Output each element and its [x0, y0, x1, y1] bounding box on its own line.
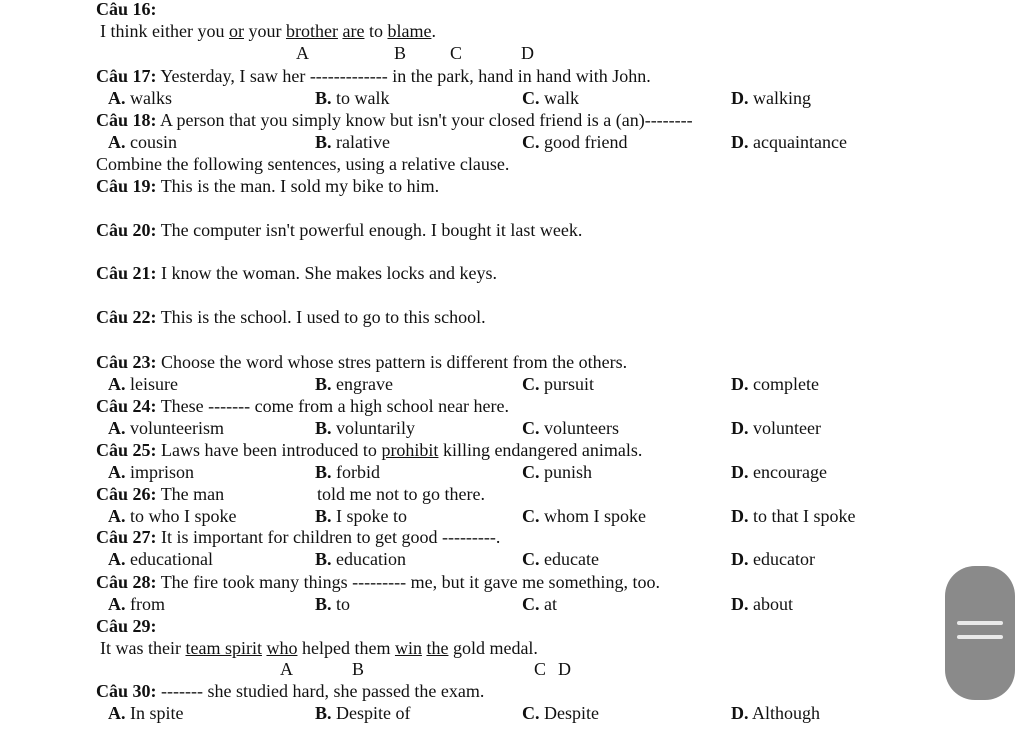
option-text: education	[331, 549, 406, 569]
option-c	[522, 702, 599, 724]
option-d	[731, 548, 815, 570]
question-20	[96, 219, 582, 241]
option-c	[522, 505, 646, 527]
sentence-text: .	[431, 21, 436, 41]
option-letter: B.	[315, 506, 332, 526]
marker-d: D	[521, 43, 534, 63]
option-letter: B.	[315, 462, 332, 482]
question-30	[96, 680, 484, 702]
option-letter: B.	[315, 549, 332, 569]
option-letter: A.	[108, 703, 126, 723]
question-22	[96, 306, 486, 328]
option-text: whom I spoke	[539, 506, 646, 526]
option-text: to who I spoke	[125, 506, 237, 526]
option-text: educational	[125, 549, 213, 569]
option-letter: D.	[731, 374, 749, 394]
question-27	[96, 526, 500, 548]
option-text: complete	[748, 374, 819, 394]
option-letter: D.	[731, 462, 749, 482]
question-label: Câu 26:	[96, 484, 157, 504]
option-letter: C.	[522, 132, 540, 152]
option-text: educator	[748, 549, 815, 569]
option-text: educate	[539, 549, 599, 569]
option-letter: C.	[522, 703, 540, 723]
question-label: Câu 21:	[96, 263, 157, 283]
option-text: volunteers	[539, 418, 619, 438]
question-label: Câu 28:	[96, 572, 157, 592]
option-letter: A.	[108, 549, 126, 569]
option-text: encourage	[748, 462, 827, 482]
option-text: to that I spoke	[748, 506, 856, 526]
option-letter: B.	[315, 594, 332, 614]
sentence-text: gold medal.	[448, 638, 538, 658]
option-letter: B.	[315, 132, 332, 152]
option-text: to	[331, 594, 351, 614]
option-b	[315, 702, 411, 724]
question-29-label: Câu 29:	[96, 616, 157, 636]
question-text: It is important for children to get good ---------.	[156, 527, 501, 547]
option-b	[315, 417, 415, 439]
marker-a: A	[296, 43, 309, 63]
underlined-a: team spirit	[185, 638, 262, 658]
marker-a: A	[280, 659, 293, 679]
question-23	[96, 351, 627, 373]
question-label: Câu 20:	[96, 220, 157, 240]
question-text: This is the man. I sold my bike to him.	[156, 176, 440, 196]
option-text: walk	[539, 88, 579, 108]
option-c	[522, 131, 627, 153]
question-text: The fire took many things --------- me, but it gave me something, too.	[156, 572, 661, 592]
option-text: walks	[125, 88, 172, 108]
option-letter: A.	[108, 462, 126, 482]
underlined-b: brother	[285, 21, 338, 41]
question-26	[96, 483, 224, 505]
marker-b: B	[352, 659, 365, 679]
underlined-c: win	[394, 638, 422, 658]
question-label: Câu 23:	[96, 352, 157, 372]
option-d	[731, 702, 820, 724]
option-letter: A.	[108, 506, 126, 526]
question-text: ------- she studied hard, she passed the exam.	[156, 681, 485, 701]
option-letter: D.	[731, 132, 749, 152]
option-a	[108, 87, 172, 109]
question-text: killing endangered animals.	[438, 440, 643, 460]
option-a	[108, 461, 194, 483]
option-a	[108, 548, 213, 570]
option-d	[731, 417, 821, 439]
option-a	[108, 593, 165, 615]
sentence-text: I think either you	[100, 21, 229, 41]
option-b	[315, 548, 406, 570]
option-letter: D.	[731, 506, 749, 526]
option-d	[731, 131, 847, 153]
option-d	[731, 593, 793, 615]
question-18	[96, 109, 693, 131]
option-text: cousin	[125, 132, 177, 152]
question-text: The man	[156, 484, 225, 504]
option-b	[315, 87, 390, 109]
option-letter: A.	[108, 88, 126, 108]
option-text: about	[748, 594, 793, 614]
question-label: Câu 25:	[96, 440, 157, 460]
question-17	[96, 65, 651, 87]
question-label: Câu 17:	[96, 66, 157, 86]
option-b	[315, 593, 350, 615]
question-text: These ------- come from a high school near here.	[156, 396, 510, 416]
option-text: ralative	[331, 132, 390, 152]
sentence-text: to	[364, 21, 388, 41]
option-text: Despite of	[331, 703, 411, 723]
scroll-handle[interactable]	[945, 566, 1015, 700]
underlined-b: who	[266, 638, 298, 658]
option-letter: A.	[108, 132, 126, 152]
option-letter: C.	[522, 88, 540, 108]
option-letter: B.	[315, 703, 332, 723]
option-c	[522, 87, 579, 109]
option-text: In spite	[125, 703, 184, 723]
question-label: Câu 24:	[96, 396, 157, 416]
question-text: The computer isn't powerful enough. I bought it last week.	[156, 220, 583, 240]
option-b	[315, 461, 380, 483]
option-letter: B.	[315, 418, 332, 438]
option-d	[731, 373, 819, 395]
sentence-text: It was their	[100, 638, 186, 658]
underlined-d: blame	[387, 21, 432, 41]
option-letter: D.	[731, 594, 749, 614]
question-25	[96, 439, 642, 461]
marker-c: C	[450, 43, 463, 63]
option-letter: A.	[108, 418, 126, 438]
underlined-c: are	[342, 21, 365, 41]
question-26-continuation: told me not to go there.	[317, 484, 485, 504]
marker-c: C	[534, 659, 547, 679]
question-text: I know the woman. She makes locks and keys.	[156, 263, 497, 283]
question-16-label: Câu 16:	[96, 0, 157, 19]
option-a	[108, 505, 237, 527]
instruction-text: Combine the following sentences, using a relative clause.	[96, 154, 510, 174]
question-label: Câu 30:	[96, 681, 157, 701]
option-text: at	[539, 594, 557, 614]
question-19	[96, 175, 439, 197]
option-letter: C.	[522, 549, 540, 569]
option-b	[315, 373, 393, 395]
option-letter: C.	[522, 418, 540, 438]
option-d	[731, 505, 855, 527]
option-letter: A.	[108, 594, 126, 614]
option-letter: B.	[315, 88, 332, 108]
option-text: good friend	[539, 132, 628, 152]
question-21	[96, 262, 497, 284]
option-a	[108, 417, 224, 439]
option-letter: A.	[108, 374, 126, 394]
option-letter: C.	[522, 594, 540, 614]
option-letter: D.	[731, 418, 749, 438]
marker-b: B	[394, 43, 407, 63]
question-text: A person that you simply know but isn't your closed friend is a (an)--------	[156, 110, 693, 130]
question-24	[96, 395, 509, 417]
question-text: Choose the word whose stres pattern is different from the others.	[156, 352, 628, 372]
option-text: acquaintance	[748, 132, 847, 152]
option-letter: D.	[731, 549, 749, 569]
option-text: volunteer	[748, 418, 821, 438]
option-c	[522, 417, 619, 439]
question-text: This is the school. I used to go to this school.	[156, 307, 486, 327]
option-text: Despite	[539, 703, 599, 723]
underlined-d: the	[426, 638, 449, 658]
option-text: forbid	[331, 462, 381, 482]
marker-d: D	[558, 659, 571, 679]
question-text: Yesterday, I saw her ------------- in the park, hand in hand with John.	[156, 66, 651, 86]
option-letter: B.	[315, 374, 332, 394]
question-text: Laws have been introduced to	[156, 440, 382, 460]
underlined-word: prohibit	[381, 440, 439, 460]
question-label: Câu 19:	[96, 176, 157, 196]
option-letter: C.	[522, 374, 540, 394]
option-a	[108, 702, 184, 724]
question-label: Câu 22:	[96, 307, 157, 327]
option-text: pursuit	[539, 374, 595, 394]
option-letter: D.	[731, 703, 749, 723]
option-c	[522, 373, 594, 395]
grip-line-icon	[957, 621, 1003, 625]
option-b	[315, 131, 390, 153]
option-a	[108, 373, 178, 395]
sentence-text: your	[243, 21, 286, 41]
option-text: Although	[748, 703, 821, 723]
option-b	[315, 505, 407, 527]
option-c	[522, 593, 557, 615]
option-text: engrave	[331, 374, 393, 394]
sentence-text: helped them	[297, 638, 395, 658]
option-text: imprison	[125, 462, 195, 482]
underlined-a: or	[228, 21, 244, 41]
option-d	[731, 461, 827, 483]
option-c	[522, 548, 599, 570]
option-c	[522, 461, 592, 483]
option-text: punish	[539, 462, 593, 482]
option-a	[108, 131, 177, 153]
question-29-sentence	[100, 637, 538, 659]
option-letter: C.	[522, 506, 540, 526]
option-text: to walk	[331, 88, 390, 108]
option-d	[731, 87, 811, 109]
option-letter: D.	[731, 88, 749, 108]
option-letter: C.	[522, 462, 540, 482]
option-text: I spoke to	[331, 506, 408, 526]
question-28	[96, 571, 660, 593]
option-text: volunteerism	[125, 418, 224, 438]
option-text: voluntarily	[331, 418, 416, 438]
grip-line-icon	[957, 635, 1003, 639]
question-16-sentence	[100, 20, 436, 42]
option-text: walking	[748, 88, 811, 108]
question-label: Câu 27:	[96, 527, 157, 547]
option-text: leisure	[125, 374, 178, 394]
option-text: from	[125, 594, 165, 614]
question-label: Câu 18:	[96, 110, 157, 130]
